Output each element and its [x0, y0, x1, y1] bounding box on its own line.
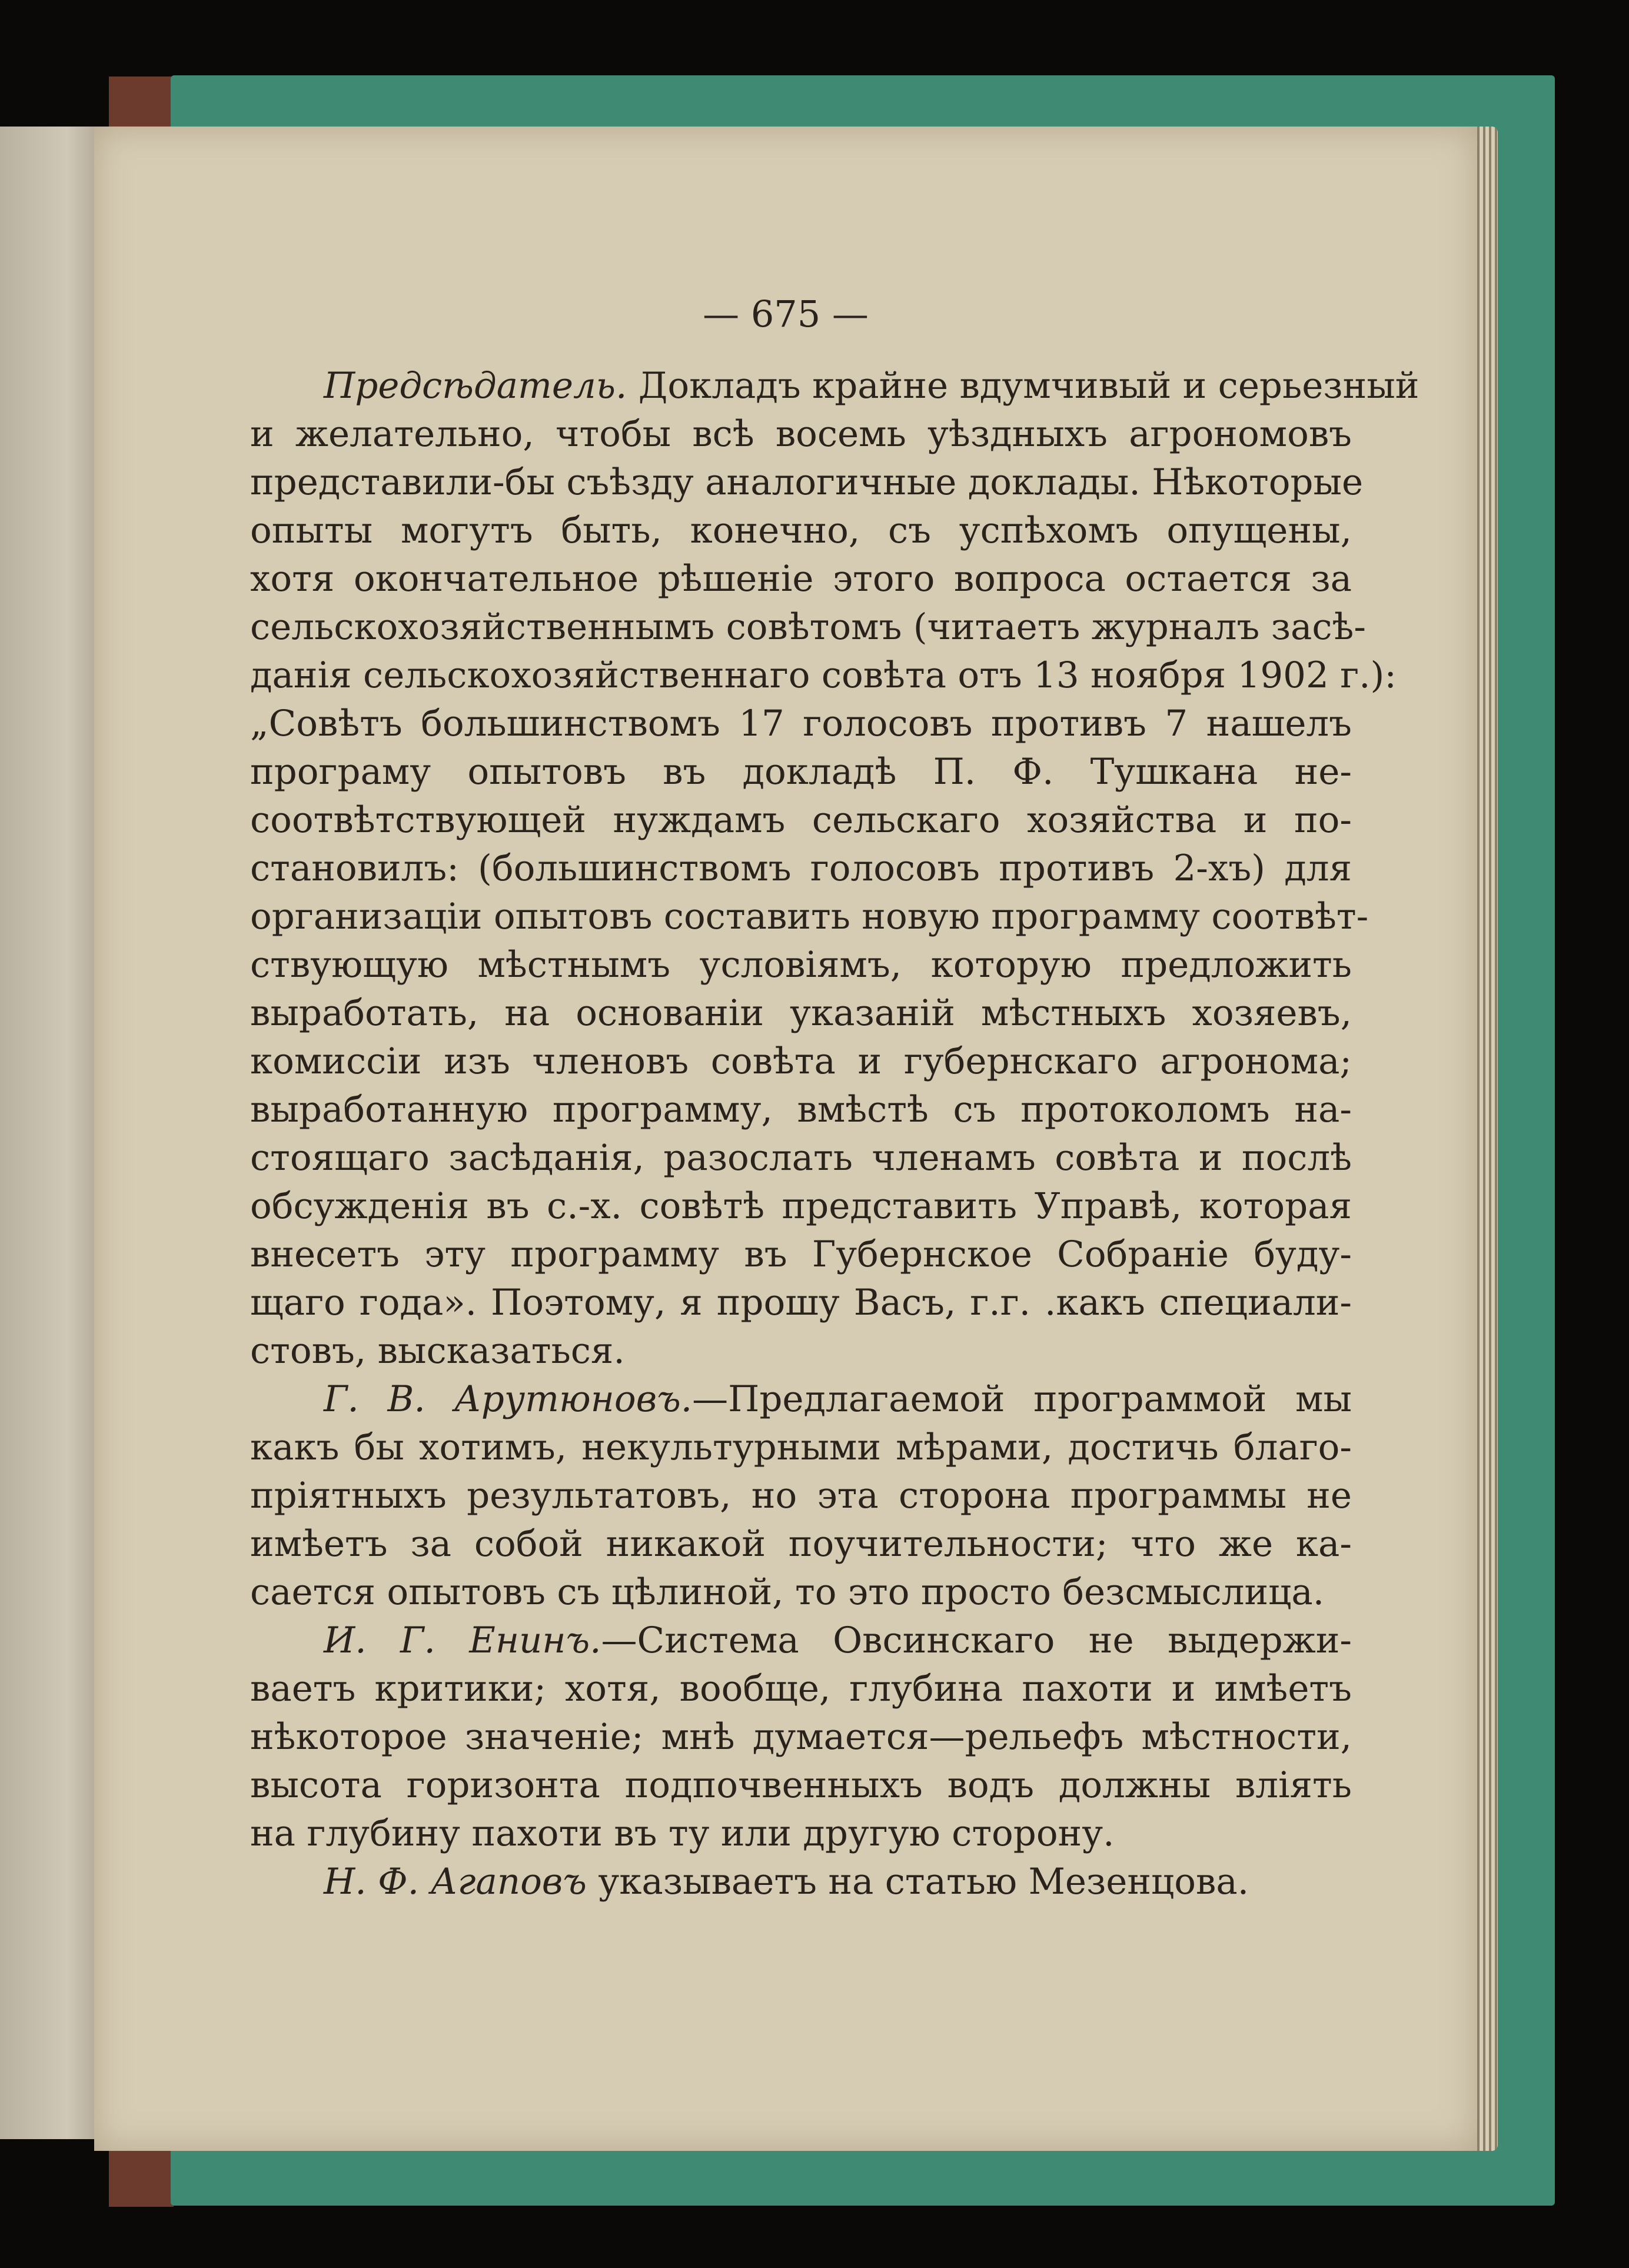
text-line: выработанную программу, вмѣстѣ съ протоколомъ на- — [250, 1089, 1352, 1130]
text-line: выработать, на основаніи указаній мѣстныхъ хозяевъ, — [250, 992, 1352, 1034]
text-line: И. Г. Енинъ.—Система Овсинскаго не выдержи- — [324, 1619, 1352, 1661]
text-line: Г. В. Арутюновъ.—Предлагаемой программой мы — [324, 1378, 1352, 1420]
text-line: ствующую мѣстнымъ условіямъ, которую предложить — [250, 944, 1352, 986]
speaker-name: Предсѣдатель. — [324, 365, 627, 407]
text-line: имѣетъ за собой никакой поучительности; что же ка- — [250, 1523, 1352, 1565]
page-number: — 675 — — [703, 292, 869, 335]
text-line: внесетъ эту программу въ Губернское Собраніе буду- — [250, 1233, 1352, 1275]
text-line: данія сельскохозяйственнаго совѣта отъ 13 ноября 1902 г.): — [250, 654, 1397, 696]
text-line: стовъ, высказаться. — [250, 1330, 625, 1372]
text-line: Н. Ф. Агаповъ указываетъ на статью Мезенцова. — [324, 1861, 1249, 1903]
text-line: сается опытовъ съ цѣлиной, то это просто безсмыслица. — [250, 1571, 1325, 1613]
text-line: ваетъ критики; хотя, вообще, глубина пахоти и имѣетъ — [250, 1668, 1352, 1710]
text-line: Предсѣдатель. Докладъ крайне вдумчивый и серьезный — [324, 365, 1419, 407]
text-line: представили-бы съѣзду аналогичные доклады. Нѣкоторые — [250, 461, 1364, 503]
text-line: комиссіи изъ членовъ совѣта и губернскаго агронома; — [250, 1040, 1352, 1082]
text-line: какъ бы хотимъ, некультурными мѣрами, достичь благо- — [250, 1426, 1352, 1468]
book-page — [94, 127, 1477, 2151]
speaker-name: Г. В. Арутюновъ. — [324, 1378, 693, 1420]
text-line: пріятныхъ результатовъ, но эта сторона программы не — [250, 1475, 1352, 1517]
text-line: сельскохозяйственнымъ совѣтомъ (читаетъ журналъ засѣ- — [250, 606, 1366, 648]
text-line: обсужденія въ с.-х. совѣтѣ представить Управѣ, которая — [250, 1185, 1352, 1227]
page-text — [250, 362, 1419, 1906]
text-line: становилъ: (большинствомъ голосовъ противъ 2-хъ) для — [250, 847, 1352, 889]
text-line: опыты могутъ быть, конечно, съ успѣхомъ опущены, — [250, 510, 1352, 551]
text-line: на глубину пахоти въ ту или другую сторону. — [250, 1813, 1115, 1854]
text-line: стоящаго засѣданія, разослать членамъ совѣта и послѣ — [250, 1137, 1352, 1179]
speaker-name: Н. Ф. Агаповъ — [324, 1861, 587, 1903]
text-line: организаціи опытовъ составить новую программу соотвѣт- — [250, 896, 1369, 937]
text-line: програму опытовъ въ докладѣ П. Ф. Тушкана не- — [250, 751, 1352, 793]
text-line: „Совѣтъ большинствомъ 17 голосовъ противъ 7 нашелъ — [250, 703, 1352, 744]
text-line: высота горизонта подпочвенныхъ водъ должны влiять — [250, 1764, 1352, 1806]
text-line: и желательно, чтобы всѣ восемь уѣздныхъ агрономовъ — [250, 413, 1352, 455]
text-line: щаго года». Поэтому, я прошу Васъ, г.г. .какъ специали- — [250, 1282, 1352, 1323]
text-line: нѣкоторое значеніе; мнѣ думается—рельефъ мѣстности, — [250, 1716, 1352, 1758]
text-line: хотя окончательное рѣшеніе этого вопроса остается за — [250, 558, 1352, 600]
speaker-name: И. Г. Енинъ. — [324, 1619, 601, 1661]
text-line: соотвѣтствующей нуждамъ сельскаго хозяйства и по- — [250, 799, 1352, 841]
